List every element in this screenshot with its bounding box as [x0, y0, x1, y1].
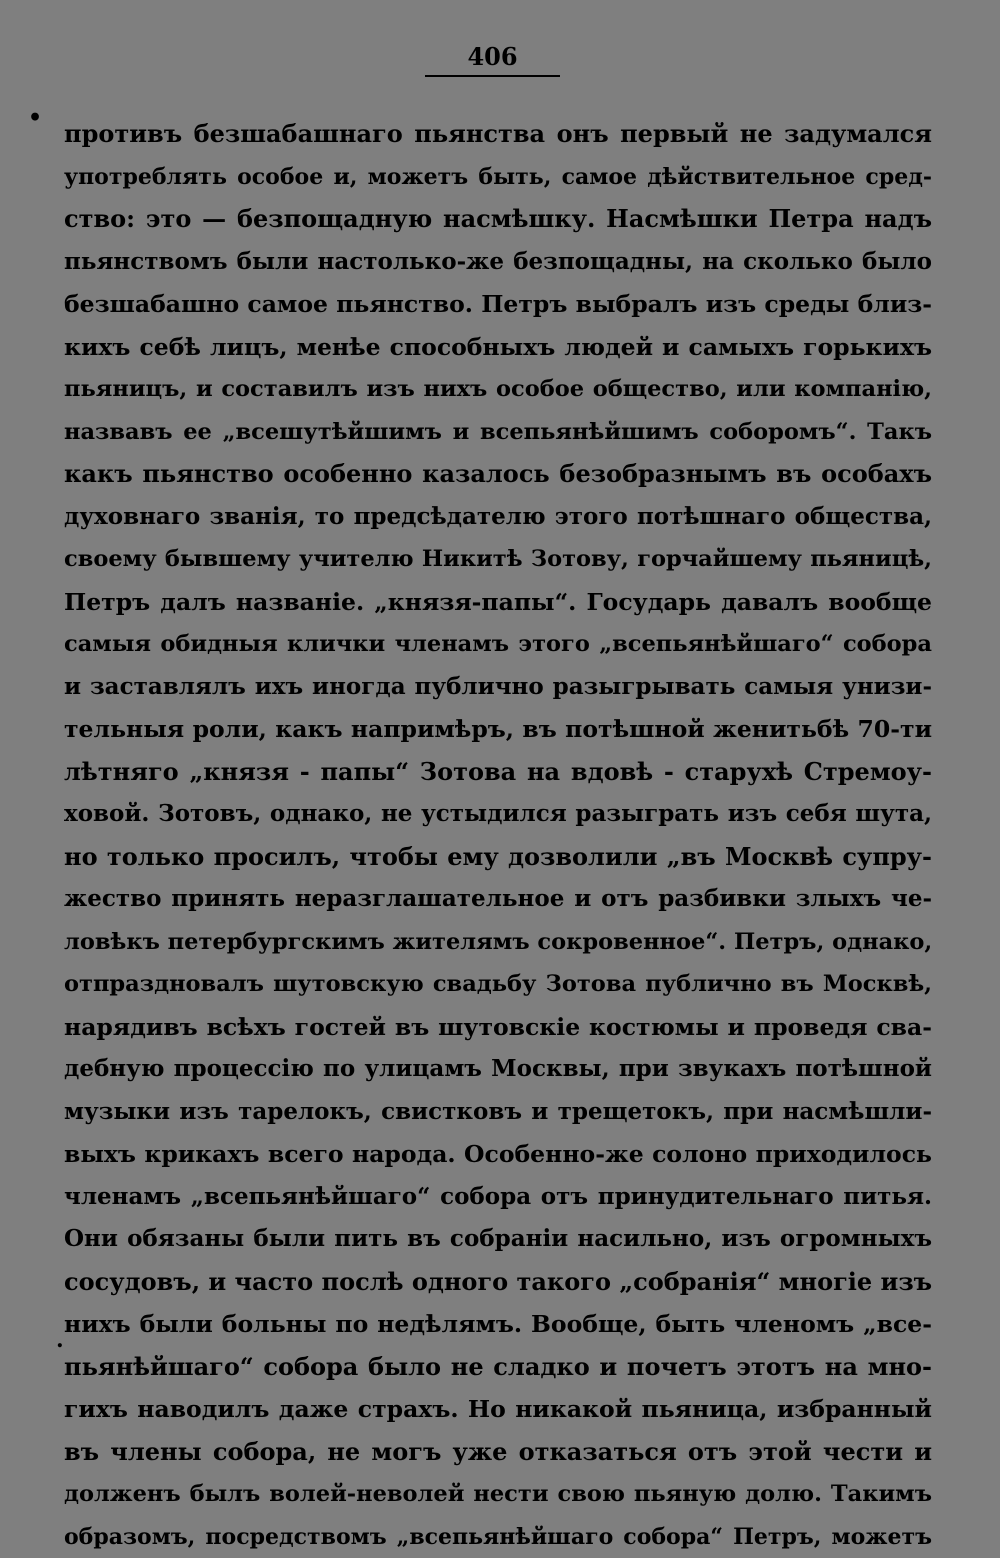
text-line: своему бывшему учителю Никитѣ Зотову, горчайшему пьяницѣ,: [64, 538, 932, 581]
text-line: пьянствомъ были настолько-же безпощадны, на сколько было: [64, 241, 932, 284]
text-line: назвавъ ее „всешутѣйшимъ и всепьянѣйшимъ соборомъ“. Такъ: [64, 411, 932, 454]
text-line: выхъ крикахъ всего народа. Особенно-же солоно приходилось: [64, 1133, 932, 1176]
text-line: противъ безшабашнаго пьянства онъ первый не задумался: [64, 113, 932, 156]
text-line: тельныя роли, какъ напримѣръ, въ потѣшной женитьбѣ 70-ти: [64, 708, 932, 751]
page-number-rule: [425, 75, 560, 77]
text-line: членамъ „всепьянѣйшаго“ собора отъ принудительнаго питья.: [64, 1176, 932, 1219]
text-line: но только просилъ, чтобы ему дозволили „въ Москвѣ супру-: [64, 836, 932, 879]
page-header: [425, 42, 560, 77]
margin-dot-mark: .: [56, 1330, 64, 1350]
text-line: употреблять особое и, можетъ быть, самое дѣйствительное сред-: [64, 156, 932, 199]
text-line: ство: это — безпощадную насмѣшку. Насмѣшки Петра надъ: [64, 198, 932, 241]
text-line: отпраздновалъ шутовскую свадьбу Зотова публично въ Москвѣ,: [64, 963, 932, 1006]
text-line: дебную процессію по улицамъ Москвы, при звукахъ потѣшной: [64, 1048, 932, 1091]
text-line: музыки изъ тарелокъ, свистковъ и трещетокъ, при насмѣшли-: [64, 1091, 932, 1134]
text-line: пьянѣйшаго“ собора было не сладко и почетъ этотъ на мно-: [64, 1346, 932, 1389]
text-line: сосудовъ, и часто послѣ одного такого „собранія“ многіе изъ: [64, 1261, 932, 1304]
text-line: долженъ былъ волей-неволей нести свою пьяную долю. Такимъ: [64, 1473, 932, 1516]
body-text: [64, 113, 932, 1558]
text-line: лѣтняго „князя - папы“ Зотова на вдовѣ - старухѣ Стремоу-: [64, 751, 932, 794]
text-line: безшабашно самое пьянство. Петръ выбралъ изъ среды близ-: [64, 283, 932, 326]
text-line: пьяницъ, и составилъ изъ нихъ особое общество, или компанію,: [64, 368, 932, 411]
text-line: ховой. Зотовъ, однако, не устыдился разыграть изъ себя шута,: [64, 793, 932, 836]
text-line: нихъ были больны по недѣлямъ. Вообще, быть членомъ „все-: [64, 1303, 932, 1346]
text-line: гихъ наводилъ даже страхъ. Но никакой пьяница, избранный: [64, 1388, 932, 1431]
text-line: кихъ себѣ лицъ, менѣе способныхъ людей и самыхъ горькихъ: [64, 326, 932, 369]
text-line: Петръ далъ названіе. „князя-папы“. Государь давалъ вообще: [64, 581, 932, 624]
text-line: самыя обидныя клички членамъ этого „всепьянѣйшаго“ собора: [64, 623, 932, 666]
text-line: духовнаго званія, то предсѣдателю этого потѣшнаго общества,: [64, 496, 932, 539]
text-line: Они обязаны были пить въ собраніи насильно, изъ огромныхъ: [64, 1218, 932, 1261]
text-line: и заставлялъ ихъ иногда публично разыгрывать самыя унизи-: [64, 666, 932, 709]
page-number: 406: [425, 42, 560, 72]
text-line: нарядивъ всѣхъ гостей въ шутовскіе костюмы и проведя сва-: [64, 1006, 932, 1049]
margin-bullet-mark: •: [28, 108, 42, 128]
text-line: жество принять неразглашательное и отъ разбивки злыхъ че-: [64, 878, 932, 921]
text-line: образомъ, посредствомъ „всепьянѣйшаго собора“ Петръ, можетъ: [64, 1516, 932, 1558]
text-line: ловѣкъ петербургскимъ жителямъ сокровенное“. Петръ, однако,: [64, 921, 932, 964]
text-line: въ члены собора, не могъ уже отказаться отъ этой чести и: [64, 1431, 932, 1474]
text-line: какъ пьянство особенно казалось безобразнымъ въ особахъ: [64, 453, 932, 496]
